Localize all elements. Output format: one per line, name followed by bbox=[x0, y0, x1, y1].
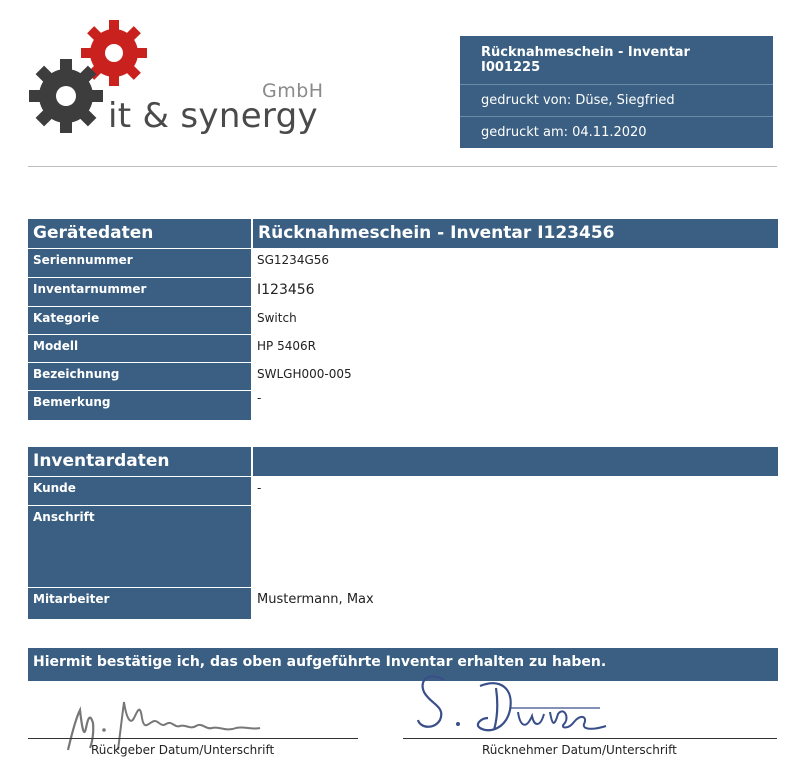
inventory-data-table bbox=[28, 447, 778, 620]
row-value: Mustermann, Max bbox=[252, 588, 778, 620]
row-label: Mitarbeiter bbox=[28, 588, 252, 620]
row-label: Anschrift bbox=[28, 506, 252, 588]
receiver-signature bbox=[410, 668, 610, 744]
inventory-section-title: Inventardaten bbox=[28, 447, 252, 477]
document-header-title: Rücknahmeschein - Inventar I001225 bbox=[460, 36, 773, 85]
device-doc-title: Rücknahmeschein - Inventar I123456 bbox=[252, 219, 778, 249]
company-logo bbox=[28, 18, 338, 148]
printed-by: gedruckt von: Düse, Siegfried bbox=[460, 85, 773, 117]
table-row bbox=[28, 278, 778, 307]
confirmation-text: Hiermit bestätige ich, das oben aufgeführte Inventar erhalten zu haben. bbox=[28, 648, 778, 681]
row-label: Bemerkung bbox=[28, 391, 252, 421]
row-value: SWLGH000-005 bbox=[252, 363, 778, 391]
table-row bbox=[28, 363, 778, 391]
row-value: - bbox=[252, 391, 778, 421]
row-value: Switch bbox=[252, 307, 778, 335]
device-data-table bbox=[28, 219, 778, 421]
giver-signature-label: Rückgeber Datum/Unterschrift bbox=[91, 743, 275, 757]
receiver-signature-label: Rücknehmer Datum/Unterschrift bbox=[482, 743, 677, 757]
giver-signature-line bbox=[28, 738, 358, 739]
header-divider bbox=[28, 166, 777, 167]
row-label: Inventarnummer bbox=[28, 278, 252, 307]
row-value: SG1234G56 bbox=[252, 249, 778, 278]
row-label: Seriennummer bbox=[28, 249, 252, 278]
device-section-title: Gerätedaten bbox=[28, 219, 252, 249]
logo-name: it & synergy bbox=[108, 96, 318, 136]
row-label: Modell bbox=[28, 335, 252, 363]
row-value: - bbox=[252, 477, 778, 506]
table-row bbox=[28, 335, 778, 363]
logo-suffix: GmbH bbox=[262, 80, 324, 102]
row-value bbox=[252, 506, 778, 588]
receiver-signature-line bbox=[403, 738, 777, 739]
table-row bbox=[28, 249, 778, 278]
device-table-header bbox=[28, 219, 778, 249]
table-row bbox=[28, 506, 778, 588]
table-row bbox=[28, 391, 778, 421]
row-label: Kunde bbox=[28, 477, 252, 506]
row-label: Bezeichnung bbox=[28, 363, 252, 391]
row-label: Kategorie bbox=[28, 307, 252, 335]
inventory-table-header bbox=[28, 447, 778, 477]
print-info-box bbox=[460, 36, 773, 148]
row-value: HP 5406R bbox=[252, 335, 778, 363]
table-row bbox=[28, 307, 778, 335]
inventory-header-empty bbox=[252, 447, 778, 477]
table-row bbox=[28, 477, 778, 506]
table-row bbox=[28, 588, 778, 620]
printed-on: gedruckt am: 04.11.2020 bbox=[481, 125, 647, 140]
row-value: I123456 bbox=[252, 278, 778, 307]
